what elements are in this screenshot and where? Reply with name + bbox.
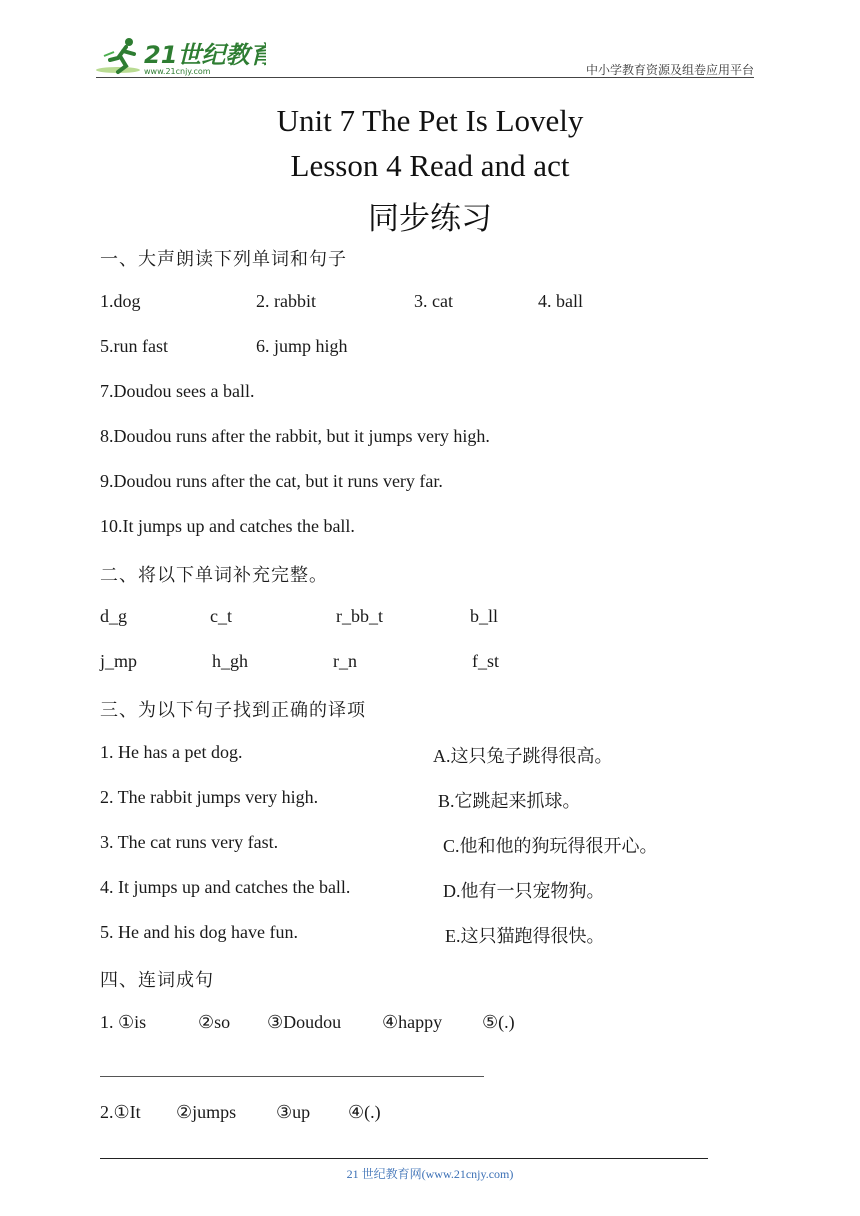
sentence-item: 9.Doudou runs after the cat, but it runs very far. [100, 471, 443, 491]
match-translation: E.这只猫跑得很快。 [445, 926, 605, 946]
word-token: ④(.) [348, 1102, 381, 1122]
fill-word: c_t [210, 606, 232, 626]
fill-word: r_n [333, 651, 357, 671]
match-sentence: 1. He has a pet dog. [100, 742, 243, 762]
match-sentence: 3. The cat runs very fast. [100, 832, 279, 852]
sentence-item: 10.It jumps up and catches the ball. [100, 516, 355, 536]
section3-heading: 三、为以下句子找到正确的译项 [100, 700, 366, 720]
match-sentence: 5. He and his dog have fun. [100, 922, 298, 942]
footer-text: 21 世纪教育网(www.21cnjy.com) [346, 1167, 514, 1181]
title-practice: 同步练习 [368, 201, 492, 236]
word-item: 1.dog [100, 291, 141, 311]
sentence-item: 8.Doudou runs after the rabbit, but it jumps very high. [100, 426, 490, 446]
header-platform-text: 中小学教育资源及组卷应用平台 [585, 63, 754, 77]
section2-heading: 二、将以下单词补充完整。 [100, 565, 328, 585]
title-unit: Unit 7 The Pet Is Lovely [276, 103, 584, 138]
match-sentence: 2. The rabbit jumps very high. [100, 787, 319, 807]
word-item: 4. ball [538, 291, 583, 311]
word-token: ④happy [382, 1012, 443, 1032]
fill-word: d_g [100, 606, 127, 626]
title-lesson: Lesson 4 Read and act [290, 148, 570, 183]
word-item: 2. rabbit [256, 291, 316, 311]
footer-divider [100, 1158, 708, 1159]
fill-word: j_mp [100, 651, 138, 671]
section4-heading: 四、连词成句 [100, 970, 214, 990]
sentence-item: 7.Doudou sees a ball. [100, 381, 255, 401]
header-divider [96, 77, 754, 78]
match-sentence: 4. It jumps up and catches the ball. [100, 877, 351, 897]
section1-heading: 一、大声朗读下列单词和句子 [100, 249, 347, 269]
logo-url: www.21cnjy.com [144, 67, 211, 76]
site-logo [96, 36, 266, 78]
match-translation: C.他和他的狗玩得很开心。 [443, 836, 658, 856]
word-item: 3. cat [414, 291, 453, 311]
answer-blank [100, 1076, 484, 1077]
fill-word: h_gh [212, 651, 248, 671]
word-token: ②jumps [176, 1102, 237, 1122]
logo-text: 21世纪教育 [144, 41, 266, 69]
word-token: ⑤(.) [482, 1012, 515, 1032]
word-token: 1. ①is [100, 1012, 147, 1032]
runner-logo-icon [96, 36, 266, 78]
match-translation: A.这只兔子跳得很高。 [433, 746, 613, 766]
word-token: ③up [276, 1102, 311, 1122]
fill-word: b_ll [470, 606, 499, 626]
match-translation: D.他有一只宠物狗。 [443, 881, 605, 901]
word-item: 6. jump high [256, 336, 348, 356]
word-token: 2.①It [100, 1102, 141, 1122]
word-item: 5.run fast [100, 336, 168, 356]
word-token: ③Doudou [267, 1012, 342, 1032]
match-translation: B.它跳起来抓球。 [438, 791, 581, 811]
word-token: ②so [198, 1012, 231, 1032]
fill-word: r_bb_t [336, 606, 383, 626]
fill-word: f_st [472, 651, 499, 671]
